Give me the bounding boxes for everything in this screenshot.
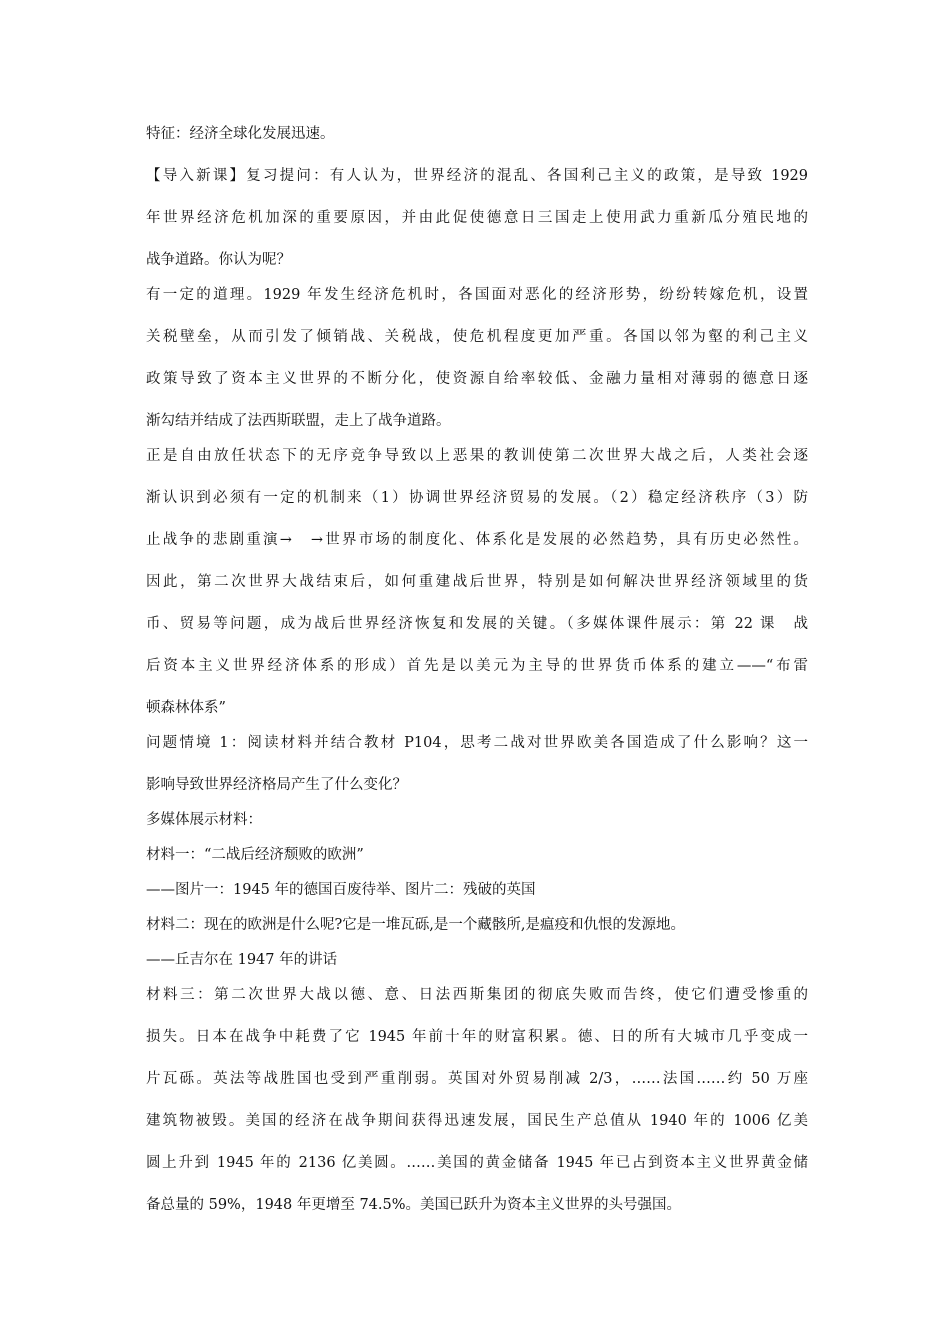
paragraph-features: 特征：经济全球化发展迅速。 [146, 126, 335, 142]
material-three-line-1: 材料三：第二次世界大战以德、意、日法西斯集团的彻底失败而告终，使它们遭受惨重的 [146, 987, 808, 1003]
paragraph-lesson-line-5: 币、贸易等问题，成为战后世界经济恢复和发展的关键。（多媒体课件展示：第 22 课 战 [146, 616, 808, 632]
paragraph-lesson-line-3: 止战争的悲剧重演→ →世界市场的制度化、体系化是发展的必然趋势，具有历史必然性。 [146, 532, 808, 548]
paragraph-intro-line-1: 【导入新课】复习提问：有人认为，世界经济的混乱、各国利己主义的政策，是导致 1929 [146, 168, 808, 184]
material-two-text: 材料二：现在的欧洲是什么呢?它是一堆瓦砾,是一个藏骸所,是瘟疫和仇恨的发源地。 [146, 917, 685, 933]
material-two-source: ——丘吉尔在 1947 年的讲话 [146, 952, 338, 968]
paragraph-intro-line-3: 战争道路。你认为呢？ [146, 252, 291, 268]
paragraph-lesson-line-7: 顿森林体系” [146, 700, 226, 716]
paragraph-answer-line-4: 渐勾结并结成了法西斯联盟，走上了战争道路。 [146, 413, 451, 429]
material-three-line-6: 备总量的 59%，1948 年更增至 74.5%。美国已跃升为资本主义世界的头号强国。 [146, 1197, 682, 1213]
question-line-1: 问题情境 1：阅读材料并结合教材 P104，思考二战对世界欧美各国造成了什么影响？这一 [146, 735, 808, 751]
material-three-line-5: 圆上升到 1945 年的 2136 亿美圆。……美国的黄金储备 1945 年已占到资本主义世界黄金储 [146, 1155, 808, 1171]
paragraph-lesson-line-2: 渐认识到必须有一定的机制来（1）协调世界经济贸易的发展。（2）稳定经济秩序（3）防 [146, 490, 808, 506]
paragraph-answer-line-3: 政策导致了资本主义世界的不断分化，使资源自给率较低、金融力量相对薄弱的德意日逐 [146, 371, 808, 387]
paragraph-lesson-line-4: 因此，第二次世界大战结束后，如何重建战后世界，特别是如何解决世界经济领域里的货 [146, 574, 808, 590]
paragraph-intro-line-2: 年世界经济危机加深的重要原因，并由此促使德意日三国走上使用武力重新瓜分殖民地的 [146, 210, 808, 226]
paragraph-answer-line-1: 有一定的道理。1929 年发生经济危机时，各国面对恶化的经济形势，纷纷转嫁危机，设置 [146, 287, 808, 303]
document-body [146, 124, 808, 1215]
material-three-line-3: 片瓦砾。英法等战胜国也受到严重削弱。英国对外贸易削减 2/3，……法国……约 50 万座 [146, 1071, 808, 1087]
paragraph-lesson-line-6: 后资本主义世界经济体系的形成）首先是以美元为主导的世界货币体系的建立——“布雷 [146, 658, 808, 674]
question-line-2: 影响导致世界经济格局产生了什么变化？ [146, 777, 407, 793]
material-one-source: ——图片一：1945 年的德国百废待举、图片二：残破的英国 [146, 882, 536, 898]
materials-heading: 多媒体展示材料： [146, 812, 262, 828]
material-three-line-2: 损失。日本在战争中耗费了它 1945 年前十年的财富积累。德、日的所有大城市几乎变成一 [146, 1029, 808, 1045]
material-one-title: 材料一：“二战后经济颓败的欧洲” [146, 847, 364, 863]
paragraph-answer-line-2: 关税壁垒，从而引发了倾销战、关税战，使危机程度更加严重。各国以邻为壑的利己主义 [146, 329, 808, 345]
paragraph-lesson-line-1: 正是自由放任状态下的无序竞争导致以上恶果的教训使第二次世界大战之后，人类社会逐 [146, 448, 808, 464]
material-three-line-4: 建筑物被毁。美国的经济在战争期间获得迅速发展，国民生产总值从 1940 年的 1006 亿美 [146, 1113, 808, 1129]
